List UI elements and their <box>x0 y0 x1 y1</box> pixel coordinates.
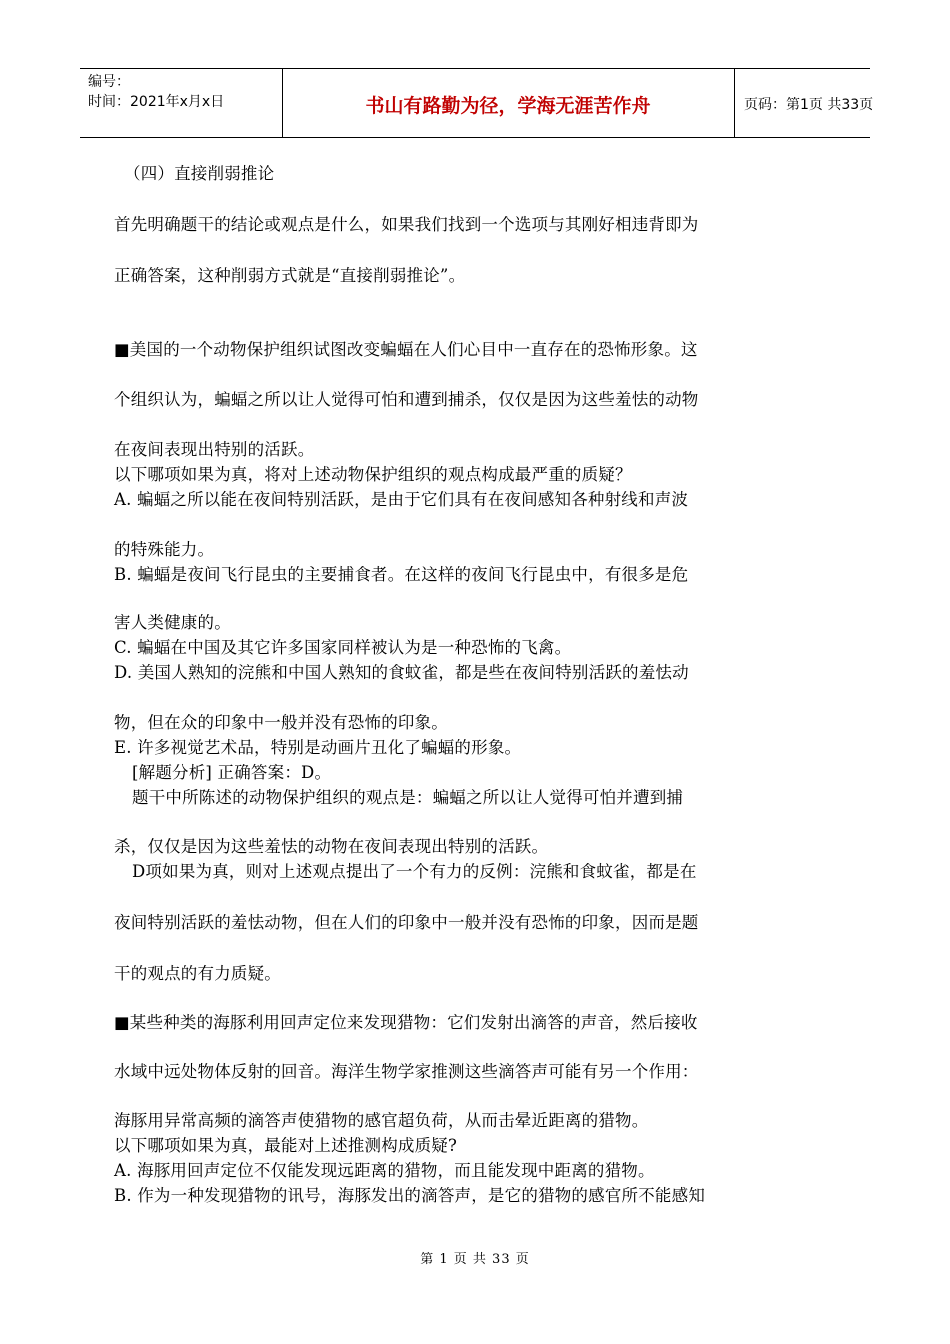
option-b: B. 蝙蝠是夜间飞行昆虫的主要捕食者。在这样的夜间飞行昆虫中，有很多是危 <box>114 565 689 584</box>
page-footer: 第 1 页 共 33 页 <box>420 1252 530 1267</box>
text-line: 首先明确题干的结论或观点是什么，如果我们找到一个选项与其刚好相违背即为 <box>114 215 699 234</box>
text-line: 题干中所陈述的动物保护组织的观点是：蝙蝠之所以让人觉得可怕并遭到捕 <box>132 788 684 807</box>
text-line: D项如果为真，则对上述观点提出了一个有力的反例：浣熊和食蚊雀，都是在 <box>132 862 697 881</box>
header-motto-cell <box>282 69 735 137</box>
text-line: 的特殊能力。 <box>114 540 215 559</box>
document-number-label: 编号： <box>88 74 130 90</box>
text-line: 干的观点的有力质疑。 <box>114 964 281 983</box>
text-line: 害人类健康的。 <box>114 613 231 632</box>
header-motto: 书山有路勤为径，学海无涯苦作舟 <box>365 95 651 117</box>
document-date-label: 时间：2021年x月x日 <box>88 94 225 110</box>
option-b: B. 作为一种发现猎物的讯号，海豚发出的滴答声，是它的猎物的感官所不能感知 <box>114 1186 706 1205</box>
option-a: A. 蝙蝠之所以能在夜间特别活跃，是由于它们具有在夜间感知各种射线和声波 <box>114 490 689 509</box>
option-c: C. 蝙蝠在中国及其它许多国家同样被认为是一种恐怖的飞禽。 <box>114 638 572 657</box>
option-e: E. 许多视觉艺术品，特别是动画片丑化了蝙蝠的形象。 <box>114 738 522 757</box>
text-line: 物，但在众的印象中一般并没有恐怖的印象。 <box>114 713 448 732</box>
option-a: A. 海豚用回声定位不仅能发现远距离的猎物，而且能发现中距离的猎物。 <box>114 1161 655 1180</box>
text-line: 个组织认为，蝙蝠之所以让人觉得可怕和遭到捕杀，仅仅是因为这些羞怯的动物 <box>114 390 699 409</box>
header-page-info: 页码：第1页 共33页 <box>744 97 874 113</box>
question-1-stem: ■美国的一个动物保护组织试图改变蝙蝠在人们心目中一直存在的恐怖形象。这 <box>114 340 698 359</box>
question-2-prompt: 以下哪项如果为真，最能对上述推测构成质疑? <box>114 1136 458 1155</box>
header-page-cell <box>734 69 874 137</box>
text-line: 正确答案，这种削弱方式就是“直接削弱推论”。 <box>114 266 466 285</box>
header-table <box>80 68 874 138</box>
option-d: D. 美国人熟知的浣熊和中国人熟知的食蚊雀，都是些在夜间特别活跃的羞怯动 <box>114 663 689 682</box>
text-line: 水域中远处物体反射的回音。海洋生物学家推测这些滴答声可能有另一个作用： <box>114 1062 699 1081</box>
header-left-cell <box>80 69 283 137</box>
question-2-stem: ■某些种类的海豚利用回声定位来发现猎物：它们发射出滴答的声音，然后接收 <box>114 1013 698 1032</box>
text-line: 海豚用异常高频的滴答声使猎物的感官超负荷，从而击晕近距离的猎物。 <box>114 1111 649 1130</box>
answer-analysis: [解题分析] 正确答案：D。 <box>132 763 332 782</box>
text-line: 夜间特别活跃的羞怯动物，但在人们的印象中一般并没有恐怖的印象，因而是题 <box>114 913 699 932</box>
text-line: 杀，仅仅是因为这些羞怯的动物在夜间表现出特别的活跃。 <box>114 837 549 856</box>
question-1-prompt: 以下哪项如果为真，将对上述动物保护组织的观点构成最严重的质疑？ <box>114 465 632 484</box>
text-line: 在夜间表现出特别的活跃。 <box>114 440 315 459</box>
section-heading: （四）直接削弱推论 <box>124 164 275 183</box>
